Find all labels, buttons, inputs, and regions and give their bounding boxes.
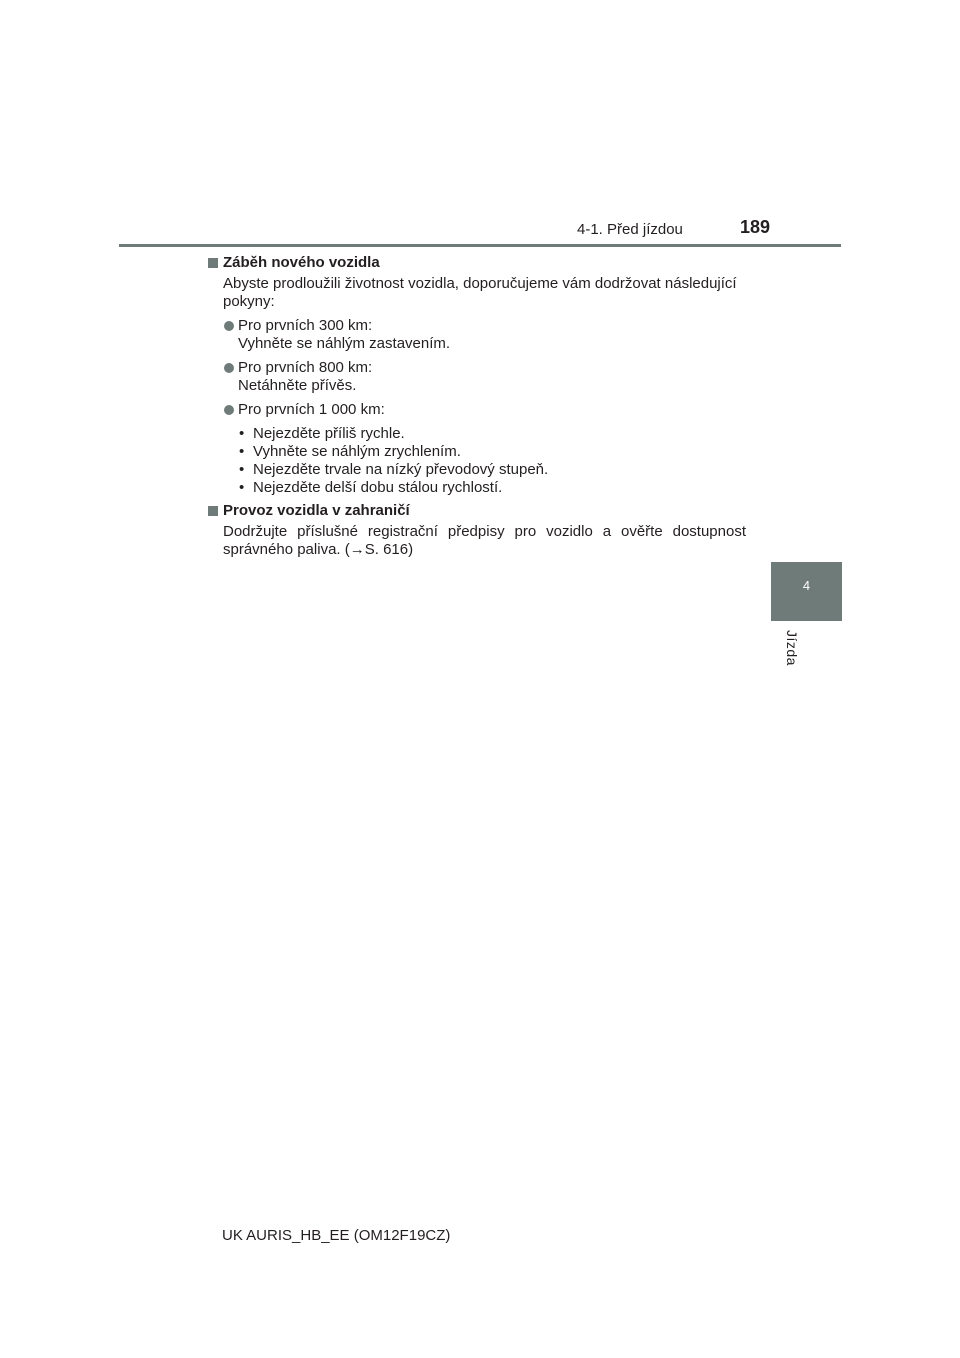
section-heading-text: Záběh nového vozidla: [223, 254, 380, 271]
section-heading-text: Provoz vozidla v zahraničí: [223, 502, 410, 519]
section-intro: Abyste prodloužili životnost vozidla, doporučujeme vám dodržovat následující pokyny:: [223, 275, 737, 310]
chapter-tab: [771, 562, 842, 621]
chapter-tab-number: 4: [802, 578, 811, 593]
header-section-title: 4-1. Před jízdou: [577, 221, 683, 238]
circle-bullet-icon: [224, 321, 234, 331]
square-bullet-icon: [208, 506, 218, 516]
list-item-title: Pro prvních 800 km:: [238, 359, 373, 376]
list-item: [208, 401, 746, 419]
header-rule: [119, 244, 841, 247]
list-item: [208, 359, 746, 395]
circle-bullet-icon: [224, 405, 234, 415]
sub-list-item: • Nejezděte delší dobu stálou rychlostí.: [238, 479, 746, 497]
section-heading: [208, 254, 746, 272]
footer-model-code: UK AURIS_HB_EE (OM12F19CZ): [222, 1227, 451, 1244]
page-content: [208, 254, 746, 565]
sub-list-item: • Nejezděte trvale na nízký převodový stupeň.: [238, 461, 746, 479]
page-number: 189: [740, 217, 771, 237]
list-item: [208, 317, 746, 353]
sub-list-item: • Vyhněte se náhlým zrychlením.: [238, 443, 746, 461]
list-item-text: Vyhněte se náhlým zastavením.: [238, 335, 451, 352]
sub-list: [208, 425, 746, 497]
sub-list-item: • Nejezděte příliš rychle.: [238, 425, 746, 443]
list-item-title: Pro prvních 1 000 km:: [238, 401, 385, 418]
list-item-text: Netáhněte přívěs.: [238, 377, 357, 394]
list-item-title: Pro prvních 300 km:: [238, 317, 373, 334]
square-bullet-icon: [208, 258, 218, 268]
section-heading: [208, 502, 746, 520]
circle-bullet-icon: [224, 363, 234, 373]
section-text: Dodržujte příslušné registrační předpisy pro vozidlo a ověřte dostupnost správného paliva. (→S. 616): [223, 523, 746, 558]
chapter-tab-label: Jízda: [784, 630, 800, 666]
